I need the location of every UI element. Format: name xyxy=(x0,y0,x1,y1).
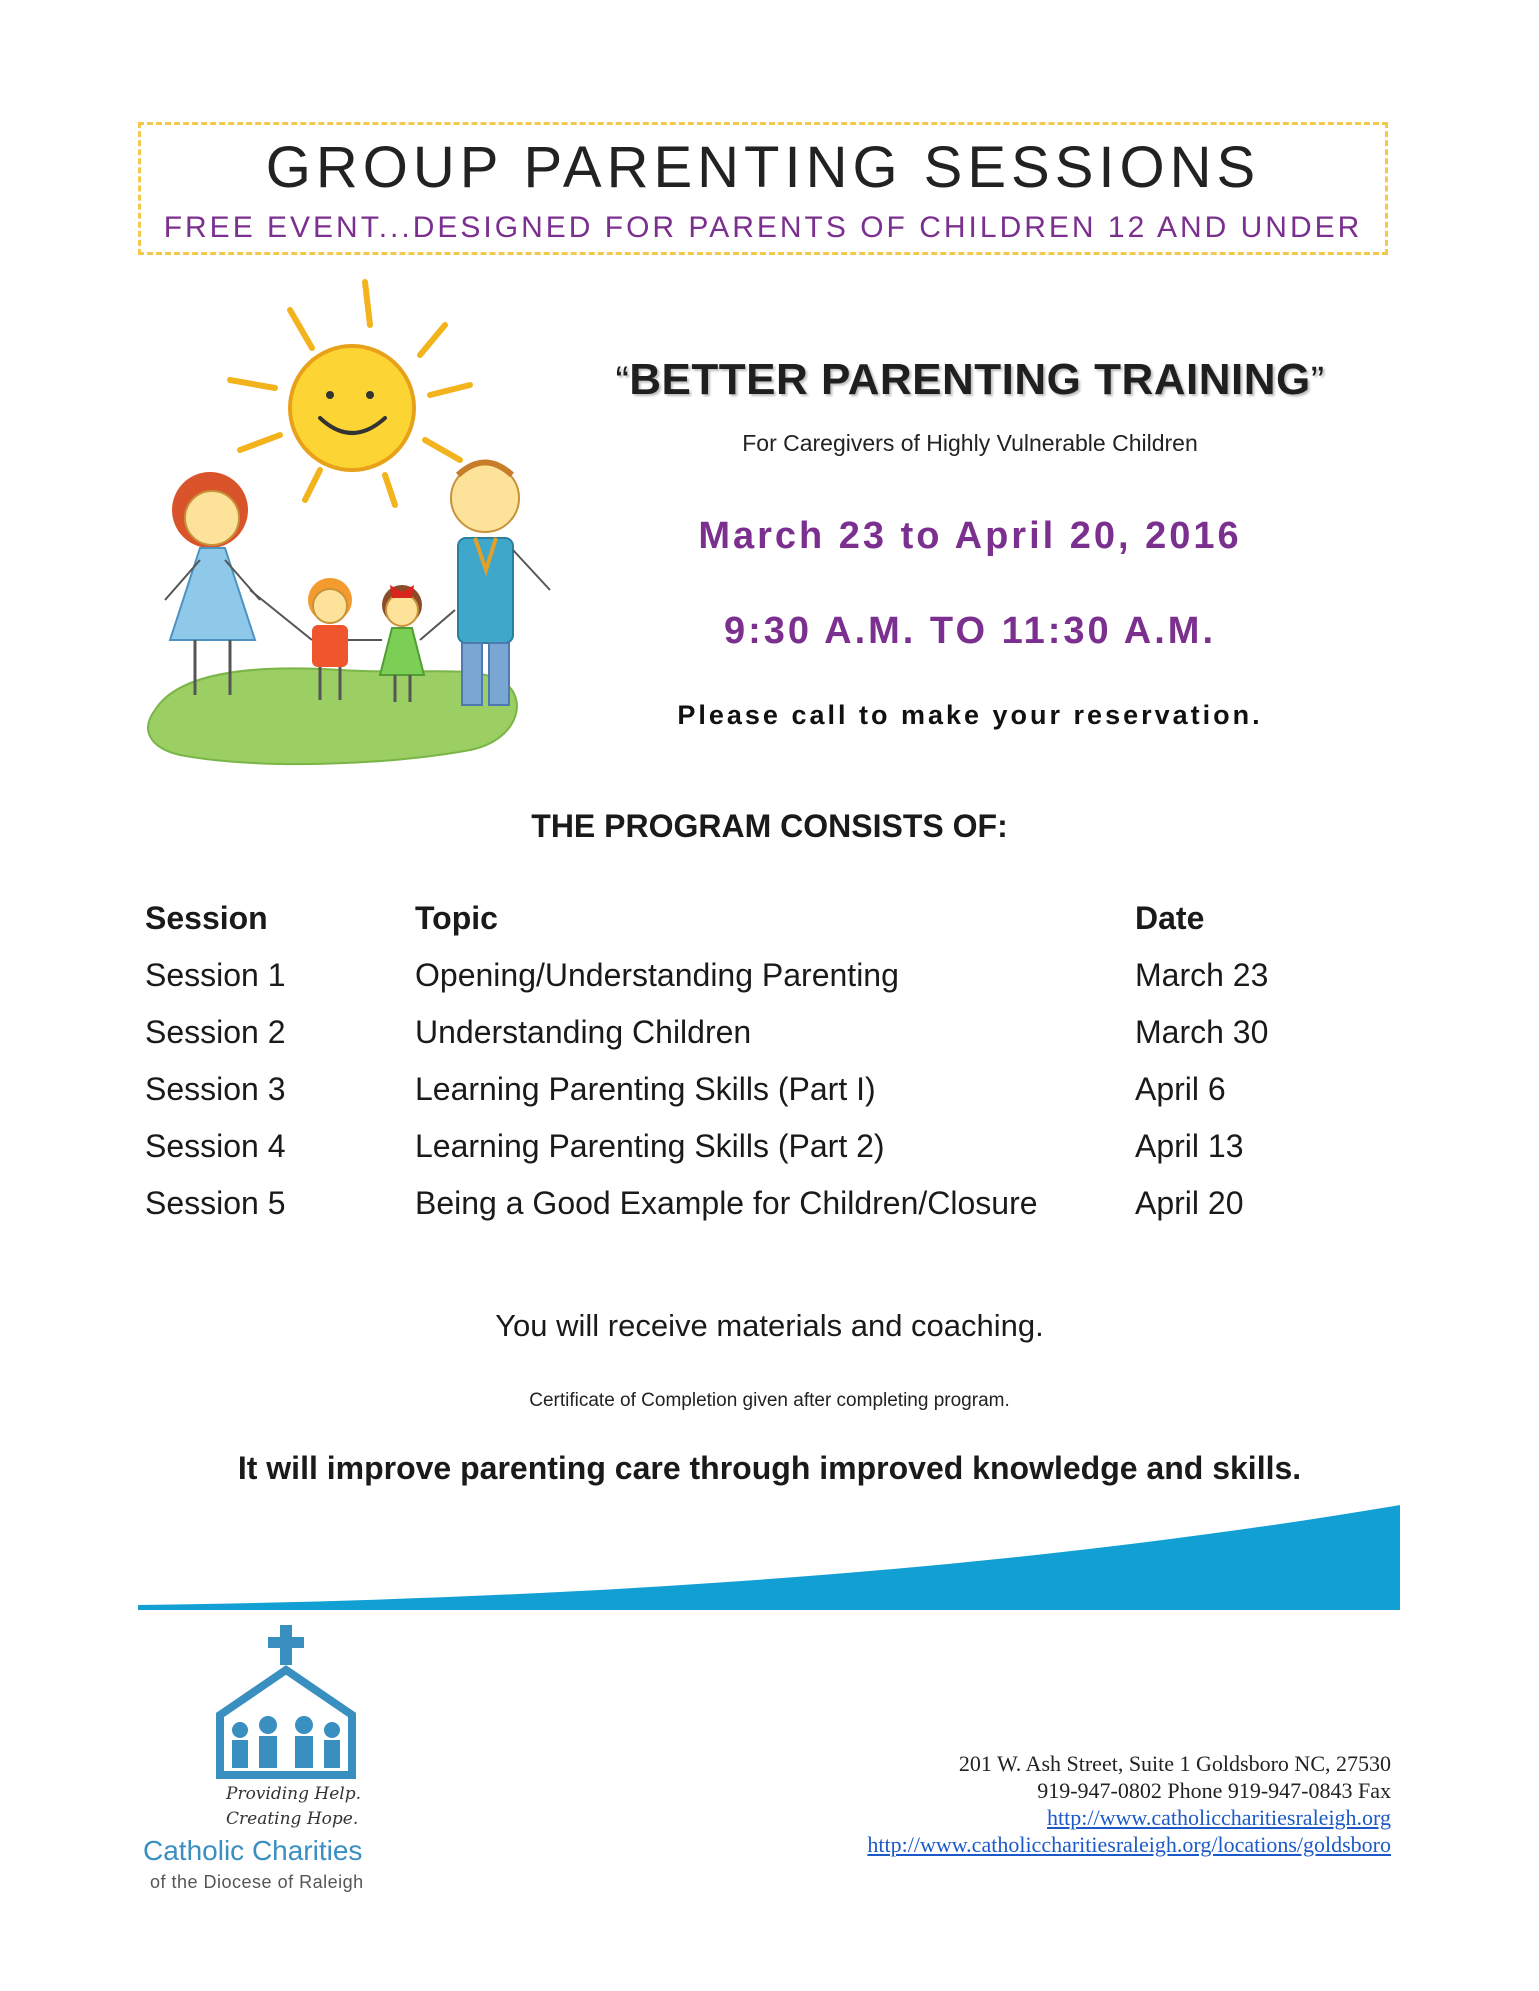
session-cell: Session 1 xyxy=(145,957,286,993)
family-sun-illustration xyxy=(140,270,600,770)
tagline-line-2: Creating Hope. xyxy=(226,1809,359,1829)
sessions-table xyxy=(145,900,1345,1242)
training-title-text: BETTER PARENTING TRAINING xyxy=(629,355,1311,404)
father-figure-illustration xyxy=(451,463,550,706)
contact-info xyxy=(867,1750,1391,1858)
header-title: GROUP PARENTING SESSIONS xyxy=(265,135,1261,200)
table-row xyxy=(145,1185,1345,1242)
tagline-line-1: Providing Help. xyxy=(226,1784,362,1804)
column-header-session: Session xyxy=(145,900,268,936)
table-row xyxy=(145,1014,1345,1071)
session-cell: Session 5 xyxy=(145,1185,286,1221)
column-header-topic: Topic xyxy=(415,900,498,936)
improve-note: It will improve parenting care through improved knowledge and skills. xyxy=(237,1450,1302,1486)
topic-cell: Learning Parenting Skills (Part I) xyxy=(415,1071,876,1107)
session-cell: Session 2 xyxy=(145,1014,286,1050)
table-row xyxy=(145,1128,1345,1185)
date-range: March 23 to April 20, 2016 xyxy=(698,515,1242,557)
time-range: 9:30 A.M. TO 11:30 A.M. xyxy=(723,610,1217,652)
close-quote: ” xyxy=(1310,359,1325,403)
logo-tagline xyxy=(226,1782,361,1832)
topic-cell: Opening/Understanding Parenting xyxy=(415,957,899,993)
organization-name: Catholic Charities xyxy=(143,1835,363,1866)
topic-cell: Learning Parenting Skills (Part 2) xyxy=(415,1128,885,1164)
open-quote: “ xyxy=(615,359,630,403)
table-header-row xyxy=(145,900,1345,957)
phone-fax: 919-947-0802 Phone 919-947-0843 Fax xyxy=(1037,1778,1391,1803)
program-heading: THE PROGRAM CONSISTS OF: xyxy=(531,808,1008,844)
table-row xyxy=(145,957,1345,1014)
topic-cell: Understanding Children xyxy=(415,1014,752,1050)
session-cell: Session 3 xyxy=(145,1071,286,1107)
reservation-note: Please call to make your reservation. xyxy=(677,700,1263,730)
topic-cell: Being a Good Example for Children/Closure xyxy=(415,1185,1038,1221)
training-subtitle: For Caregivers of Highly Vulnerable Children xyxy=(742,430,1198,456)
training-title xyxy=(560,355,1380,405)
address: 201 W. Ash Street, Suite 1 Goldsboro NC, 27530 xyxy=(958,1751,1391,1776)
materials-note: You will receive materials and coaching. xyxy=(495,1308,1044,1343)
date-cell: April 13 xyxy=(1135,1128,1244,1164)
website-link[interactable]: http://www.catholiccharitiesraleigh.org xyxy=(1047,1805,1391,1830)
session-cell: Session 4 xyxy=(145,1128,286,1164)
organization-subtitle: of the Diocese of Raleigh xyxy=(150,1872,364,1892)
column-header-date: Date xyxy=(1135,900,1205,936)
header-box xyxy=(138,122,1388,255)
blue-wave-divider xyxy=(138,1505,1400,1610)
location-page-link[interactable]: http://www.catholiccharitiesraleigh.org/locations/goldsboro xyxy=(867,1832,1391,1857)
certificate-note: Certificate of Completion given after completing program. xyxy=(529,1390,1010,1411)
date-cell: March 30 xyxy=(1135,1014,1269,1050)
date-cell: March 23 xyxy=(1135,957,1269,993)
mother-figure-illustration xyxy=(165,472,260,695)
date-cell: April 20 xyxy=(1135,1185,1244,1221)
date-cell: April 6 xyxy=(1135,1071,1226,1107)
sun-illustration xyxy=(290,346,414,470)
header-subtitle: FREE EVENT...DESIGNED FOR PARENTS OF CHILDREN 12 AND UNDER xyxy=(163,211,1363,244)
table-row xyxy=(145,1071,1345,1128)
